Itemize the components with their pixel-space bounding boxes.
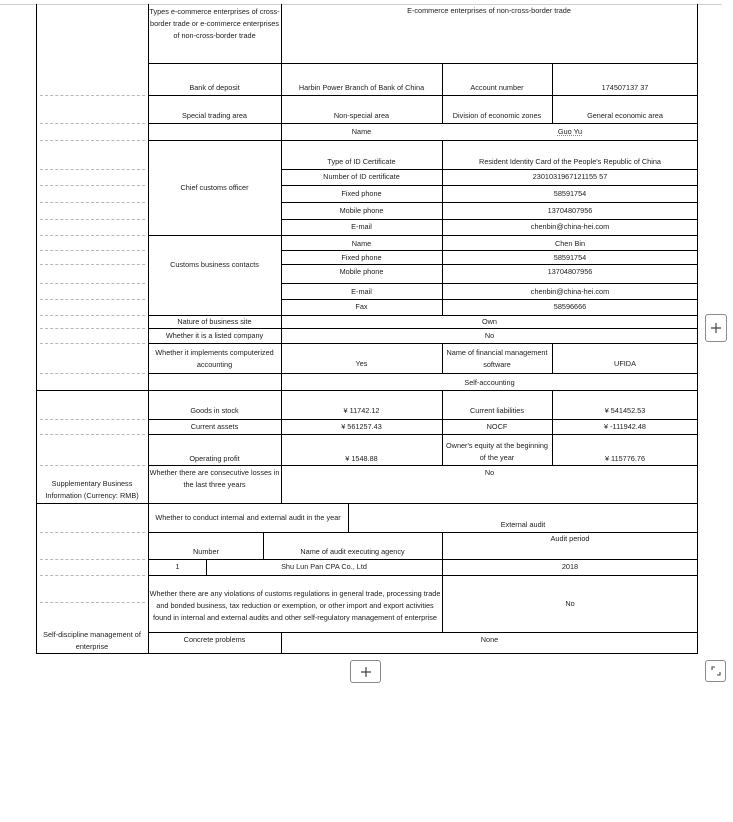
nocf-label: NOCF [486,422,508,431]
guide-line [40,419,145,420]
contact-fixed-phone-label: Fixed phone [341,252,382,262]
table-line [148,95,698,96]
contact-mobile-value: 13704807956 [547,267,593,276]
listed-company-value: No [484,331,495,340]
trading-area-label: Special trading area [182,111,247,120]
table-line [148,123,698,124]
self-accounting-value: Self-accounting [464,377,515,387]
guide-line [40,434,145,435]
guide-line [40,315,145,316]
audit-agency-value: Shu Lun Pan CPA Co., Ltd [281,562,367,571]
table-line [148,343,698,344]
audit-agency-header: Name of audit executing agency [300,546,405,556]
operating-profit-value: ¥ 1548.88 [345,453,378,463]
self-discipline-label: Self-discipline management of enterprise [43,629,141,651]
chief-name-value: Guo Yu [557,127,583,136]
chief-officer-label: Chief customs officer [180,182,249,192]
consecutive-losses-label: Whether there are consecutive losses in the last three years [149,468,280,489]
guide-line [40,299,145,300]
table-line [148,373,698,374]
ecommerce-type-label: Types e-commerce enterprises of cross-border trade or e-commerce enterprises of non-cross-border trade [149,7,280,40]
guide-line [40,373,145,374]
table-line [281,283,698,284]
operating-profit-label: Operating profit [189,453,240,463]
business-site-value: Own [481,317,497,326]
owners-equity-label: Owner's equity at the beginning of the year [446,440,548,462]
computerized-accounting-value: Yes [355,359,368,368]
guide-line [40,465,145,466]
listed-company-label: Whether it is a listed company [165,331,264,340]
owners-equity-value: ¥ 115776.76 [604,453,646,463]
fax-label: Fax [355,302,368,311]
chief-fixed-phone-label: Fixed phone [341,188,382,198]
guide-line [40,95,145,96]
contact-mobile-label: Mobile phone [339,267,384,276]
concrete-problems-value: None [480,634,499,644]
resize-corner-icon [710,665,722,677]
trading-area-value: Non-special area [333,111,390,120]
chief-fixed-phone-value: 58591754 [553,188,587,198]
guide-line [40,169,145,170]
current-assets-label: Current assets [190,422,239,431]
guide-line [40,559,145,560]
guide-line [40,283,145,284]
fax-value: 58596666 [553,302,587,311]
guide-line [40,140,145,141]
audit-period-value: 2018 [561,562,579,571]
audit-period-header: Audit period [550,534,590,543]
violations-label: Whether there are any violations of customs regulations in general trade, processing trade and bonded business, tax reduction or exemption, or other import and export activities found in internal and external audits and other self-regulatory management of enterprise [149,589,441,622]
contact-name-value: Chen Bin [554,238,586,248]
contacts-label: Customs business contacts [170,260,259,269]
software-value: UFIDA [614,359,636,368]
concrete-problems-label: Concrete problems [183,634,246,644]
guide-line [40,575,145,576]
goods-in-stock-value: ¥ 11742.12 [343,406,380,415]
audit-question-value: External audit [500,519,546,529]
software-label: Name of financial management software [446,347,548,369]
bank-of-deposit-label: Bank of deposit [189,82,240,92]
table-line [36,503,698,504]
current-liabilities-label: Current liabilities [470,406,524,415]
audit-question-label: Whether to conduct internal and external audit in the year [155,513,341,522]
plus-icon [710,322,722,334]
contact-email-label: E-mail [351,286,372,296]
guide-line [40,602,145,603]
guide-line [40,532,145,533]
audit-number-value: 1 [175,562,180,571]
chief-mobile-value: 13704807956 [547,205,593,215]
division-value: General economic area [587,111,663,120]
chief-email-value: chenbin@china-hei.com [530,222,610,231]
ecommerce-type-value: E-commerce enterprises of non-cross-border trade [407,6,571,15]
table-line [36,390,698,391]
id-number-value: 2301031967121155 57 [532,172,608,181]
guide-line [40,219,145,220]
consecutive-losses-value: No [484,467,495,477]
computerized-accounting-label: Whether it implements computerized accounting [155,347,274,369]
table-line [148,63,698,64]
plus-icon [360,666,372,678]
chief-email-label: E-mail [351,222,372,231]
bank-of-deposit-value: Harbin Power Branch of Bank of China [298,82,425,92]
supplementary-info-label: Supplementary Business Information (Currency: RMB) [45,479,139,500]
guide-line [40,123,145,124]
contact-fixed-phone-value: 58591754 [553,252,587,262]
id-type-value: Resident Identity Card of the People's Republic of China [479,156,661,166]
table-border-left [36,4,37,654]
account-number-value: 174507137 37 [601,82,649,92]
table-border-right [697,4,698,654]
guide-line [40,235,145,236]
nocf-value: ¥ -111942.48 [604,422,646,431]
contact-email-value: chenbin@china-hei.com [530,286,610,296]
table-border-bottom [36,653,698,654]
current-liabilities-value: ¥ 541452.53 [604,406,646,415]
guide-line [40,264,145,265]
guide-line [40,250,145,251]
division-label: Division of economic zones [452,111,542,120]
guide-line [40,328,145,329]
account-number-label: Account number [470,82,524,92]
add-column-button[interactable] [705,314,727,342]
chief-mobile-label: Mobile phone [339,205,384,215]
guide-line [40,202,145,203]
violations-value: No [565,599,575,608]
business-site-label: Nature of business site [177,317,252,326]
id-type-label: Type of ID Certificate [327,156,396,166]
current-assets-value: ¥ 561257.43 [341,422,382,431]
add-row-button[interactable] [350,660,381,683]
table-line [148,434,698,435]
audit-number-header: Number [193,546,219,556]
resize-table-button[interactable] [705,660,726,682]
contact-name-label: Name [351,238,372,248]
guide-line [40,185,145,186]
chief-name-label: Name [351,127,372,136]
id-number-label: Number of ID certificate [323,172,400,181]
goods-in-stock-label: Goods in stock [190,406,239,415]
guide-line [40,343,145,344]
